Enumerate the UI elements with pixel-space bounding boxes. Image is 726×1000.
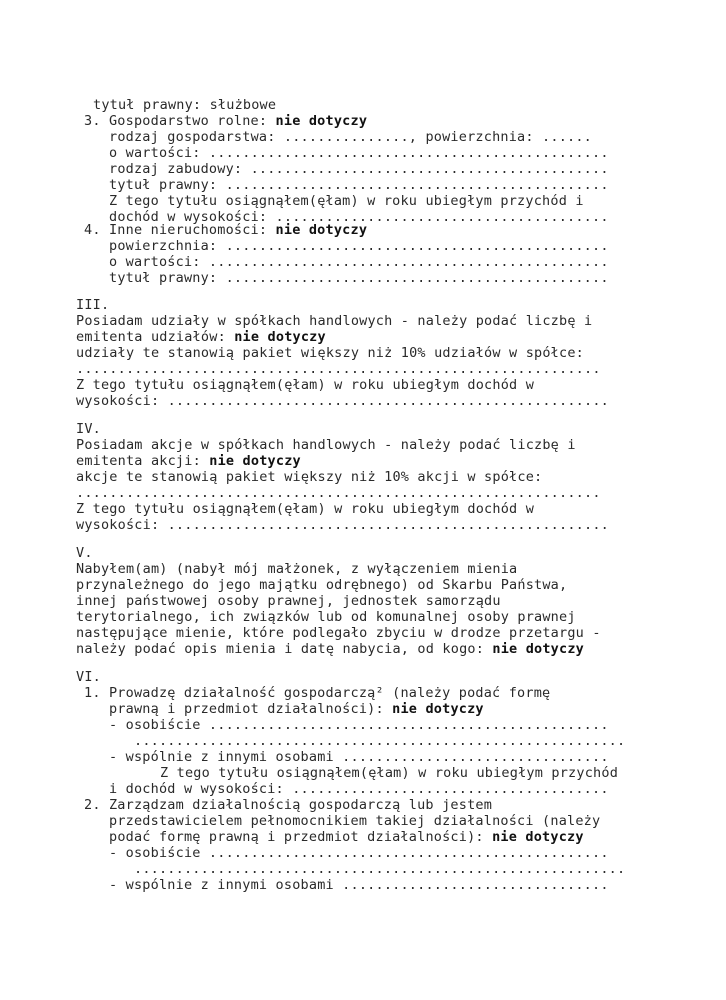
bold-value: nie dotyczy bbox=[392, 701, 484, 717]
text-line: rodzaj zabudowy: ........................................... bbox=[109, 161, 609, 177]
text-line: 4. Inne nieruchomości: nie dotyczy bbox=[84, 222, 368, 238]
text-line: należy podać opis mienia i datę nabycia, od kogo: nie dotyczy bbox=[76, 641, 584, 657]
bold-value: nie dotyczy bbox=[209, 453, 301, 469]
text-line: Posiadam udziały w spółkach handlowych - należy podać liczbę i bbox=[76, 313, 593, 329]
text-line: 3. Gospodarstwo rolne: nie dotyczy bbox=[84, 113, 368, 129]
text-line: wysokości: ..................................................... bbox=[76, 393, 609, 409]
text-line: o wartości: ................................................ bbox=[109, 254, 609, 270]
bold-value: nie dotyczy bbox=[275, 113, 368, 129]
text-line: podać formę prawną i przedmiot działalności): nie dotyczy bbox=[109, 829, 584, 845]
text-line: Z tego tytułu osiągnąłem(ęłam) w roku ubiegłym dochód w bbox=[76, 377, 535, 393]
text-line: 1. Prowadzę działalność gospodarczą² (należy podać formę bbox=[84, 685, 551, 701]
text-line: dochód w wysokości: ........................................ bbox=[109, 209, 609, 225]
text-line: powierzchnia: .............................................. bbox=[109, 238, 609, 254]
text-line: przynależnego do jego majątku odrębnego) od Skarbu Państwa, bbox=[76, 577, 568, 593]
text-line: tytuł prawny: .............................................. bbox=[109, 177, 609, 193]
bold-value: nie dotyczy bbox=[492, 829, 584, 845]
text-line: o wartości: ................................................ bbox=[109, 145, 609, 161]
text-line: ........................................................... bbox=[134, 733, 626, 749]
text-line: tytuł prawny: .............................................. bbox=[109, 270, 609, 286]
text-line: - osobiście ................................................ bbox=[109, 845, 609, 861]
text-line: 2. Zarządzam działalnością gospodarczą lub jestem bbox=[84, 797, 493, 813]
text-line: innej państwowej osoby prawnej, jednostek samorządu bbox=[76, 593, 501, 609]
text-line: Z tego tytułu osiągnąłem(ęłam) w roku ubiegłym przychód bbox=[160, 765, 619, 781]
text-line: rodzaj gospodarstwa: ..............., powierzchnia: ...... bbox=[109, 129, 593, 145]
text-line: akcje te stanowią pakiet większy niż 10% akcji w spółce: bbox=[76, 469, 543, 485]
text-line: ............................................................... bbox=[76, 361, 601, 377]
text-line: - wspólnie z innymi osobami ................................ bbox=[109, 749, 609, 765]
text-line: emitenta akcji: nie dotyczy bbox=[76, 453, 301, 469]
text-line: następujące mienie, które podlegało zbyciu w drodze przetargu - bbox=[76, 625, 601, 641]
text-line: Z tego tytułu osiągnąłem(ęłam) w roku ubiegłym dochód w bbox=[76, 501, 535, 517]
text-line: emitenta udziałów: nie dotyczy bbox=[76, 329, 326, 345]
text-line: przedstawicielem pełnomocnikiem takiej działalności (należy bbox=[109, 813, 601, 829]
bold-value: nie dotyczy bbox=[492, 641, 584, 657]
text-line: tytuł prawny: służbowe bbox=[93, 97, 277, 113]
text-line: Nabyłem(am) (nabył mój małżonek, z wyłączeniem mienia bbox=[76, 561, 518, 577]
text-line: prawną i przedmiot działalności): nie dotyczy bbox=[109, 701, 484, 717]
text-line: Z tego tytułu osiągnąłem(ęłam) w roku ubiegłym przychód i bbox=[109, 193, 584, 209]
section-heading: IV. bbox=[76, 421, 101, 437]
section-heading: V. bbox=[76, 545, 93, 561]
text-line: terytorialnego, ich związków lub od komunalnej osoby prawnej bbox=[76, 609, 576, 625]
text-line: i dochód w wysokości: ...................................... bbox=[109, 781, 609, 797]
text-line: udziały te stanowią pakiet większy niż 10% udziałów w spółce: bbox=[76, 345, 584, 361]
section-heading: III. bbox=[76, 297, 110, 313]
text-line: ............................................................... bbox=[76, 485, 601, 501]
bold-value: nie dotyczy bbox=[275, 222, 368, 238]
section-heading: VI. bbox=[76, 669, 101, 685]
text-line: ........................................................... bbox=[134, 861, 626, 877]
text-line: wysokości: ..................................................... bbox=[76, 517, 609, 533]
text-line: Posiadam akcje w spółkach handlowych - należy podać liczbę i bbox=[76, 437, 576, 453]
bold-value: nie dotyczy bbox=[234, 329, 326, 345]
text-line: - osobiście ................................................ bbox=[109, 717, 609, 733]
text-line: - wspólnie z innymi osobami ................................ bbox=[109, 877, 609, 893]
